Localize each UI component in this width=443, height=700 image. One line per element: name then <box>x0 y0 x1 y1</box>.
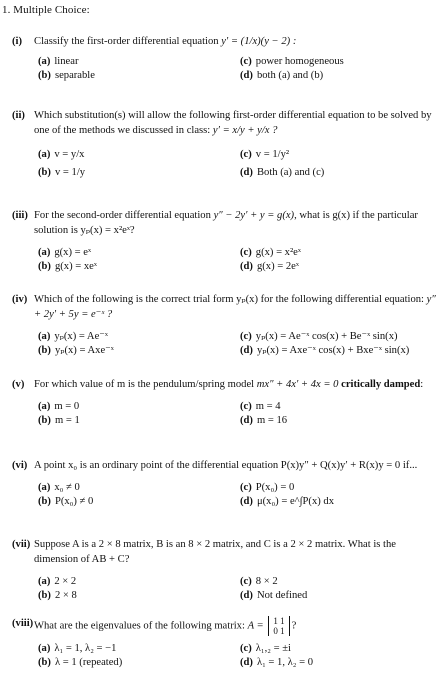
option-a[interactable]: (a) v = y/x <box>38 149 85 160</box>
option-a-text: v = y/x <box>54 149 85 160</box>
option-b-text: 2 × 8 <box>54 590 77 601</box>
option-b-text: yₚ(x) = Axe⁻ˣ <box>54 345 114 356</box>
section-header: 1. Multiple Choice: <box>2 4 90 16</box>
question-text: Which substitution(s) will allow the following first-order differential equation to be solved by one of the methods we discussed in class: <box>34 110 432 136</box>
option-d-text: Not defined <box>256 590 308 601</box>
question-bold-text: critically damped <box>341 379 421 390</box>
question-number: (v) <box>12 379 25 390</box>
option-b[interactable]: (b) v = 1/y <box>38 167 86 178</box>
question-text: For which value of m is the pendulum/spring model <box>34 379 255 390</box>
option-d-text: Both (a) and (c) <box>256 167 325 178</box>
question-stem <box>12 208 437 238</box>
option-b[interactable]: (b) P(x₀) ≠ 0 <box>38 496 94 507</box>
question-stem <box>12 377 437 392</box>
question-stem <box>12 458 437 473</box>
option-c[interactable]: (c) power homogeneous <box>240 56 344 67</box>
option-c[interactable]: (c) yₚ(x) = Ae⁻ˣ cos(x) + Be⁻ˣ sin(x) <box>240 331 398 342</box>
question-equation: y″ − 2y′ + y = g(x) <box>213 210 295 221</box>
question-text: A point x₀ is an ordinary point of the differential equation P(x)y″ + Q(x)y′ + R(x)y = 0 if... <box>34 460 418 471</box>
option-d-text: m = 16 <box>256 415 288 426</box>
option-c-text: yₚ(x) = Ae⁻ˣ cos(x) + Be⁻ˣ sin(x) <box>255 331 398 342</box>
option-b[interactable]: (b) yₚ(x) = Axe⁻ˣ <box>38 345 114 356</box>
option-d[interactable]: (d) μ(x₀) = e^∫P(x) dx <box>240 496 335 507</box>
question-text: For the second-order differential equation <box>34 210 211 221</box>
option-d[interactable]: (d) yₚ(x) = Axe⁻ˣ cos(x) + Bxe⁻ˣ sin(x) <box>240 345 410 356</box>
option-a[interactable]: (a) yₚ(x) = Ae⁻ˣ <box>38 331 108 342</box>
question-6 <box>12 458 437 509</box>
options <box>12 400 437 428</box>
option-b-text: m = 1 <box>54 415 80 426</box>
option-d[interactable]: (d) Not defined <box>240 590 308 601</box>
option-b[interactable]: (b) 2 × 8 <box>38 590 77 601</box>
question-number: (iii) <box>12 210 28 221</box>
option-a-text: 2 × 2 <box>54 576 77 587</box>
option-d[interactable]: (d) λ₁ = 1, λ₂ = 0 <box>240 657 314 668</box>
options <box>12 642 437 670</box>
option-c[interactable]: (c) g(x) = x²eˣ <box>240 247 301 258</box>
option-b-text: v = 1/y <box>54 167 86 178</box>
option-c-text: m = 4 <box>255 401 281 412</box>
question-number: (i) <box>12 36 22 47</box>
option-d-text: λ₁ = 1, λ₂ = 0 <box>256 657 314 668</box>
question-4 <box>12 292 437 358</box>
question-number: (vi) <box>12 460 28 471</box>
question-equation: A = <box>247 620 264 632</box>
question-8 <box>12 616 437 670</box>
question-stem <box>12 292 437 322</box>
option-d[interactable]: (d) g(x) = 2eˣ <box>240 261 299 272</box>
question-stem <box>12 34 437 49</box>
question-equation: y″ + 2y′ + 5y = e⁻ˣ ? <box>34 294 436 320</box>
question-stem <box>12 616 437 636</box>
options <box>12 55 437 83</box>
option-a-text: m = 0 <box>54 401 80 412</box>
option-a[interactable]: (a) g(x) = eˣ <box>38 247 92 258</box>
question-1 <box>12 34 437 83</box>
option-a-text: x₀ ≠ 0 <box>54 482 80 493</box>
question-text: Which of the following is the correct trial form yₚ(x) for the following differential equation: <box>34 294 425 305</box>
option-c-text: power homogeneous <box>255 56 344 67</box>
options <box>12 330 437 358</box>
question-2 <box>12 108 437 180</box>
question-text-2: : <box>420 379 424 390</box>
option-a-text: g(x) = eˣ <box>54 247 92 258</box>
question-number: (ii) <box>12 110 25 121</box>
question-stem <box>12 537 437 567</box>
options <box>12 575 437 603</box>
option-d-text: μ(x₀) = e^∫P(x) dx <box>256 496 335 507</box>
question-equation-end: ? <box>291 620 297 632</box>
question-stem <box>12 108 437 138</box>
option-a-text: linear <box>54 56 79 67</box>
question-number: (viii) <box>12 618 34 629</box>
option-a[interactable]: (a) λ₁ = 1, λ₂ = −1 <box>38 643 117 654</box>
question-number: (iv) <box>12 294 28 305</box>
option-b-text: separable <box>54 70 95 81</box>
question-equation: y′ = (1/x)(y − 2) : <box>221 36 297 47</box>
option-a-text: yₚ(x) = Ae⁻ˣ <box>54 331 108 342</box>
option-c[interactable]: (c) 8 × 2 <box>240 576 278 587</box>
option-c-text: g(x) = x²eˣ <box>255 247 301 258</box>
option-c-text: v = 1/y² <box>255 149 290 160</box>
matrix <box>268 616 289 636</box>
option-c-text: 8 × 2 <box>255 576 278 587</box>
question-number: (vii) <box>12 539 31 550</box>
options <box>12 246 437 274</box>
question-text: What are the eigenvalues of the following matrix: <box>34 620 245 632</box>
matrix-row-1: 1 1 <box>273 616 285 626</box>
option-d[interactable]: (d) both (a) and (b) <box>240 70 324 81</box>
question-5 <box>12 377 437 428</box>
question-7 <box>12 537 437 603</box>
option-c[interactable]: (c) m = 4 <box>240 401 281 412</box>
option-b-text: g(x) = xeˣ <box>54 261 97 272</box>
options <box>12 481 437 509</box>
option-b[interactable]: (b) m = 1 <box>38 415 80 426</box>
option-a[interactable]: (a) m = 0 <box>38 401 80 412</box>
option-d[interactable]: (d) Both (a) and (c) <box>240 167 325 178</box>
option-b-text: P(x₀) ≠ 0 <box>54 496 94 507</box>
question-equation: mx″ + 4x′ + 4x = 0 <box>256 379 339 390</box>
option-a[interactable]: (a) x₀ ≠ 0 <box>38 482 80 493</box>
option-c-text: P(x₀) = 0 <box>255 482 295 493</box>
option-c[interactable]: (c) P(x₀) = 0 <box>240 482 295 493</box>
option-d-text: g(x) = 2eˣ <box>256 261 299 272</box>
question-text-2: , what is g(x) if the particular solution is yₚ(x) = x²eˣ? <box>34 210 418 236</box>
matrix-row-2: 0 1 <box>273 626 285 636</box>
option-b[interactable]: (b) separable <box>38 70 95 81</box>
option-d-text: both (a) and (b) <box>256 70 324 81</box>
option-b-text: λ = 1 (repeated) <box>54 657 123 668</box>
option-c-text: λ₁,₂ = ±i <box>255 643 291 654</box>
question-text: Classify the first-order differential equation <box>34 36 219 47</box>
question-3 <box>12 208 437 274</box>
question-text: Suppose A is a 2 × 8 matrix, B is an 8 × 2 matrix, and C is a 2 × 2 matrix. What is the dimension of AB + C? <box>34 539 396 565</box>
option-a[interactable]: (a) linear <box>38 56 79 67</box>
question-equation: y′ = x/y + y/x ? <box>212 125 278 136</box>
option-a[interactable]: (a) 2 × 2 <box>38 576 77 587</box>
option-a-text: λ₁ = 1, λ₂ = −1 <box>54 643 117 654</box>
option-c[interactable]: (c) λ₁,₂ = ±i <box>240 643 291 654</box>
option-b[interactable]: (b) λ = 1 (repeated) <box>38 657 123 668</box>
option-b[interactable]: (b) g(x) = xeˣ <box>38 261 97 272</box>
options <box>12 148 437 180</box>
option-d[interactable]: (d) m = 16 <box>240 415 288 426</box>
option-c[interactable]: (c) v = 1/y² <box>240 149 290 160</box>
option-d-text: yₚ(x) = Axe⁻ˣ cos(x) + Bxe⁻ˣ sin(x) <box>256 345 410 356</box>
